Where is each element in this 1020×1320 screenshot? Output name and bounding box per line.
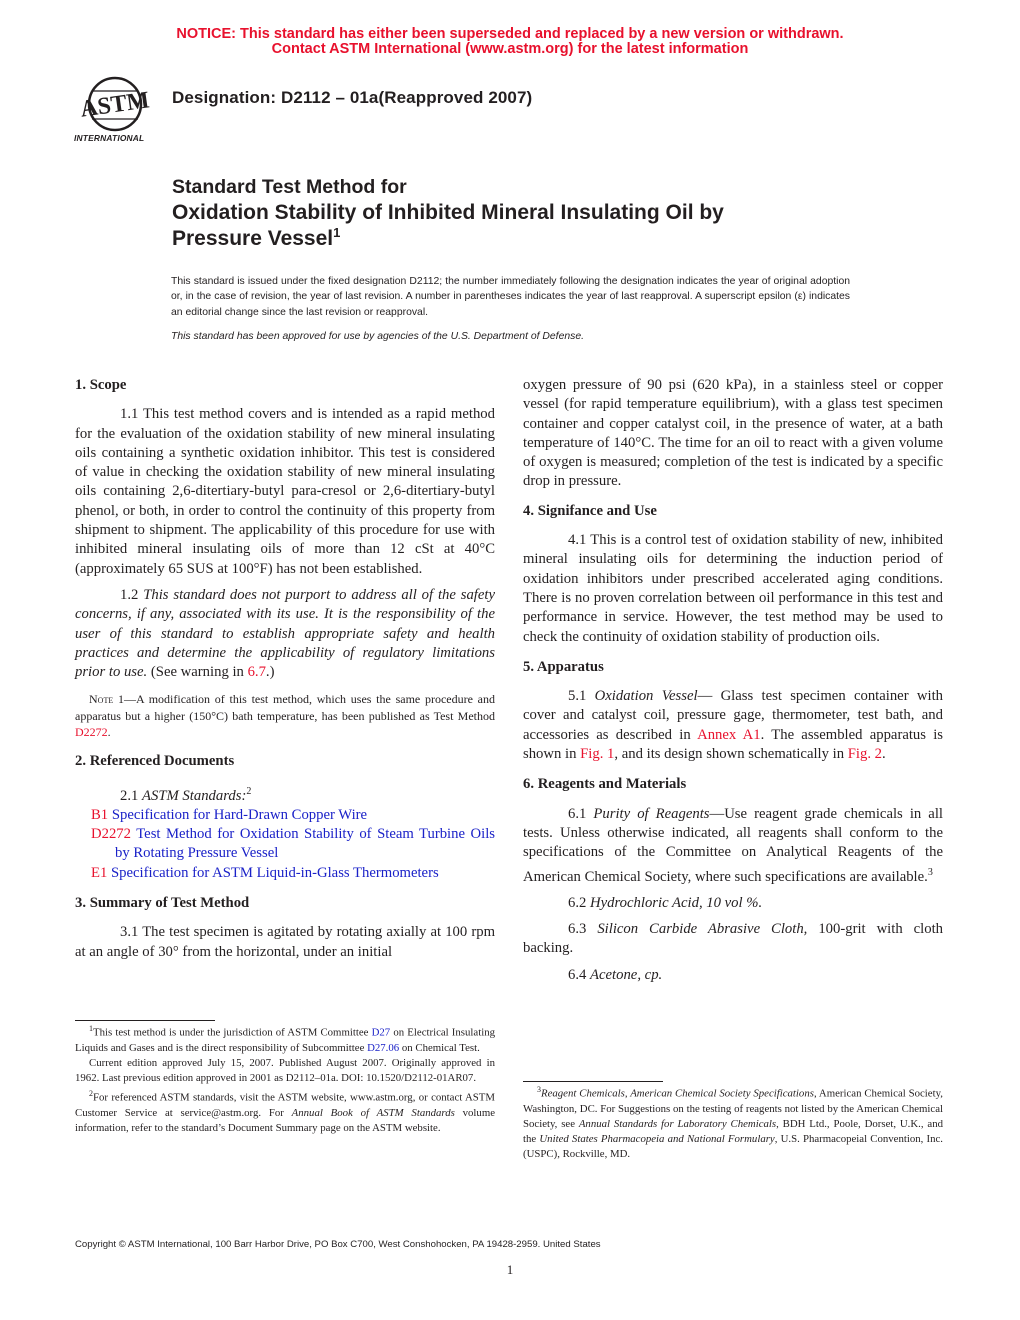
para-6-1-text: —Use reagent grade chemicals in all tests. Unless otherwise indicated, all reagents shall conform to the specifications of the Committee on Analytical Reagents of the American Chemical Society, where such specifications are available. bbox=[523, 805, 943, 885]
footnote-2-mark: 2 bbox=[89, 1088, 93, 1098]
reference-item[interactable] bbox=[75, 806, 495, 825]
footnote-3-italic-3: United States Pharmacopeia and National Formulary bbox=[539, 1132, 775, 1145]
section-heading-apparatus: 5. Apparatus bbox=[523, 658, 604, 675]
para-6-3-num: 6.3 bbox=[568, 921, 587, 938]
document-title bbox=[172, 175, 872, 252]
section-heading-referenced: 2. Referenced Documents bbox=[75, 753, 235, 770]
dod-approval: This standard has been approved for use by agencies of the U.S. Department of Defense. bbox=[171, 331, 584, 342]
section-heading-summary: 3. Summary of Test Method bbox=[75, 895, 250, 912]
reference-item[interactable] bbox=[75, 864, 495, 883]
footnote-3-mark: 3 bbox=[537, 1085, 541, 1094]
para-3-1-start: 3.1 The test specimen is agitated by rotating axially at 100 rpm at an angle of 30° from the horizontal, under an initial bbox=[75, 924, 495, 960]
title-line-3 bbox=[172, 226, 872, 252]
para-6-1-sup: 3 bbox=[927, 866, 933, 878]
link-annex-a1[interactable]: Annex A1 bbox=[697, 726, 761, 743]
footnote-3-text bbox=[523, 1082, 943, 1162]
reference-code[interactable]: D2272 bbox=[91, 826, 131, 843]
title-line-3-text: Pressure Vessel bbox=[172, 227, 334, 250]
para-6-1-num: 6.1 bbox=[568, 805, 587, 822]
para-2-1-sup: 2 bbox=[246, 785, 252, 797]
para-5-1-italic: Oxidation Vessel bbox=[594, 688, 698, 705]
right-footnotes bbox=[523, 1081, 943, 1162]
para-1-2-italic: This standard does not purport to address all of the safety concerns, if any, associated with its use. It is the responsibility of the user of this standard to establish appropriate safety and health practices and determine the applicability of regulatory limitations prior to use. bbox=[75, 586, 496, 681]
footnote-1-edition: Current edition approved July 15, 2007. Published August 2007. Originally approved in 1962. Last previous edition approved in 2001 as D2112–01a. DOI: 10.1520/D2112-01AR07. bbox=[75, 1056, 495, 1084]
para-5-1-text-b: . The assembled apparatus is shown in bbox=[523, 726, 944, 763]
notice-line-1: NOTICE: This standard has either been superseded and replaced by a new version or withdrawn. bbox=[176, 26, 844, 42]
para-2-1-italic: ASTM Standards: bbox=[142, 787, 247, 804]
notice-line-2: Contact ASTM International (www.astm.org) for the latest information bbox=[271, 41, 749, 57]
link-d2272-note[interactable]: D2272 bbox=[75, 725, 108, 740]
para-6-2-italic: Hydrochloric Acid, 10 vol %. bbox=[590, 894, 763, 911]
para-1-2-tail: (See warning in bbox=[150, 664, 244, 681]
para-6-1 bbox=[523, 805, 943, 887]
para-3-1-continued: oxygen pressure of 90 psi (620 kPa), in a stainless steel or copper vessel (for rapid temperature equilibrium), with a glass test specimen container and copper catalyst coil, in the presence of water, at a bath temperature of 140°C. The time for an oil to react with a given volume of oxygen is measured; completion of the test is indicated by a specific drop in pressure. bbox=[523, 377, 943, 490]
para-2-1 bbox=[75, 782, 495, 806]
footnote-2 bbox=[75, 1086, 495, 1136]
reference-title[interactable]: Specification for ASTM Liquid-in-Glass Thermometers bbox=[111, 864, 439, 881]
footnote-3-text-c: , U.S. Pharmacopeial Convention, Inc. (USPC), Rockville, MD. bbox=[523, 1132, 943, 1160]
footnote-1 bbox=[75, 1021, 495, 1056]
section-heading-significance: 4. Signifance and Use bbox=[523, 502, 657, 519]
footnote-1-text-c: on Chemical Test. bbox=[401, 1041, 480, 1054]
footnote-2-text-b: volume information, refer to the standard’s Document Summary page on the ASTM website. bbox=[75, 1106, 496, 1134]
note-1-label: Note 1 bbox=[89, 692, 124, 707]
para-1-1: 1.1 This test method covers and is intended as a rapid method for the evaluation of the oxidation stability of new mineral insulating oils containing a synthetic oxidation inhibitor. This test is considered of value in checking the oxidation stability of new mineral insulating oils containing 2,6-ditertiary-butyl para-cresol or 2,6-ditertiary-butyl phenol, or both, in order to control the continuity of this property from shipment to shipment. The applicability of this procedure for use with inhibited mineral insulating oils of more than 12 cSt at 40°C (approximately 65 SUS at 100°F) has not been established. bbox=[75, 406, 495, 577]
designation: Designation: D2112 – 01a(Reapproved 2007) bbox=[172, 88, 533, 107]
para-1-2 bbox=[75, 586, 495, 682]
logo-wordmark: INTERNATIONAL bbox=[74, 133, 145, 143]
link-d27[interactable]: D27 bbox=[371, 1026, 391, 1039]
footnote-3-text-a: , American Chemical Society, Washington, DC. For Suggestions on the testing of reagents not listed by the American Chemical Society, see bbox=[523, 1087, 943, 1130]
page-number: 1 bbox=[506, 1262, 514, 1277]
para-6-4-italic: Acetone, cp. bbox=[590, 966, 663, 983]
reference-item[interactable] bbox=[75, 825, 495, 864]
para-2-1-num: 2.1 bbox=[120, 787, 139, 804]
para-6-4-num: 6.4 bbox=[568, 966, 587, 983]
para-1-2-end: .) bbox=[265, 664, 275, 681]
footnote-1-mark: 1 bbox=[89, 1024, 93, 1033]
footnote-3-italic-2: Annual Standards for Laboratory Chemicals bbox=[578, 1117, 777, 1130]
title-footnote-mark: 1 bbox=[333, 225, 341, 240]
link-fig-2[interactable]: Fig. 2 bbox=[847, 746, 883, 763]
reference-code[interactable]: B1 bbox=[91, 806, 109, 823]
astm-logo bbox=[72, 76, 162, 146]
footnote-3 bbox=[523, 1082, 943, 1162]
preamble: This standard is issued under the fixed designation D2112; the number immediately following the designation indicates the year of original adoption or, in the case of revision, the year of last revision. A number in parentheses indicates the year of last reapproval. A superscript epsilon (ε) indicates an editorial change since the last revision or reapproval. bbox=[171, 276, 850, 318]
footnote-1-text-b: on Electrical Insulating Liquids and Gases and is the direct responsibility of Subcommittee bbox=[75, 1026, 495, 1054]
footnotes-block bbox=[75, 1021, 495, 1136]
para-5-1-text-c: , and its design shown schematically in bbox=[614, 746, 845, 763]
supersede-notice bbox=[0, 27, 1020, 57]
para-6-3-italic: Silicon Carbide Abrasive Cloth, bbox=[597, 921, 808, 938]
title-line-2: Oxidation Stability of Inhibited Mineral Insulating Oil by bbox=[172, 201, 724, 224]
note-1 bbox=[75, 691, 495, 740]
reference-code[interactable]: E1 bbox=[91, 864, 108, 881]
left-column bbox=[75, 376, 495, 962]
section-heading-scope: 1. Scope bbox=[75, 377, 127, 393]
para-6-3-text: 100-grit with cloth backing. bbox=[523, 921, 944, 957]
footnote-1-text-a: This test method is under the jurisdiction of ASTM Committee bbox=[93, 1026, 369, 1039]
copyright-footer: Copyright © ASTM International, 100 Barr Harbor Drive, PO Box C700, West Conshohocken, PA 19428-2959. United States bbox=[75, 1239, 601, 1250]
note-1-end: . bbox=[107, 725, 111, 740]
para-6-1-italic: Purity of Reagents bbox=[593, 805, 710, 822]
svg-text:ASTM: ASTM bbox=[78, 87, 152, 123]
left-footnotes bbox=[75, 1020, 495, 1136]
link-fig-1[interactable]: Fig. 1 bbox=[580, 746, 615, 763]
para-6-3 bbox=[523, 920, 943, 959]
footnote-3-italic-1: Reagent Chemicals, American Chemical Society Specifications bbox=[541, 1087, 814, 1100]
reference-title[interactable]: Test Method for Oxidation Stability of Steam Turbine Oils by Rotating Pressure Vessel bbox=[115, 826, 495, 862]
reference-title[interactable]: Specification for Hard-Drawn Copper Wire bbox=[111, 806, 368, 823]
footnote-2-text-a: For referenced ASTM standards, visit the ASTM website, www.astm.org, or contact ASTM Customer Service at service@astm.org. For bbox=[75, 1091, 495, 1119]
note-1-text: —A modification of this test method, which uses the same procedure and apparatus but a higher (150°C) bath temperature, has been published as Test Method bbox=[75, 692, 496, 723]
link-6-7[interactable]: 6.7 bbox=[247, 664, 266, 681]
para-5-1-text-d: . bbox=[882, 746, 886, 763]
para-5-1-text-a: — Glass test specimen container with cover and catalyst coil, pressure gage, thermometer, test bath, and accessories as described in bbox=[523, 688, 943, 743]
para-6-2 bbox=[523, 894, 943, 913]
para-5-1 bbox=[523, 687, 943, 764]
link-d27-06[interactable]: D27.06 bbox=[367, 1041, 400, 1054]
para-5-1-num: 5.1 bbox=[568, 688, 587, 705]
section-heading-reagents: 6. Reagents and Materials bbox=[523, 776, 687, 793]
footnote-3-text-b: , BDH Ltd., Poole, Dorset, U.K., and the bbox=[523, 1117, 943, 1145]
para-6-4 bbox=[523, 966, 943, 985]
right-column bbox=[523, 376, 943, 985]
para-6-2-num: 6.2 bbox=[568, 894, 587, 911]
para-4-1: 4.1 This is a control test of oxidation stability of new, inhibited mineral insulating oils for determining the induction period of oxidation inhibitors under prescribed accelerated aging conditions. There is no proven correlation between oil performance in this test and performance in service. However, the test method may be used to check the continuity of oxidation stability of production oils. bbox=[523, 532, 943, 645]
para-1-2-num: 1.2 bbox=[120, 586, 139, 603]
footnote-2-italic: Annual Book of ASTM Standards bbox=[291, 1106, 455, 1119]
title-line-1: Standard Test Method for bbox=[172, 176, 407, 198]
